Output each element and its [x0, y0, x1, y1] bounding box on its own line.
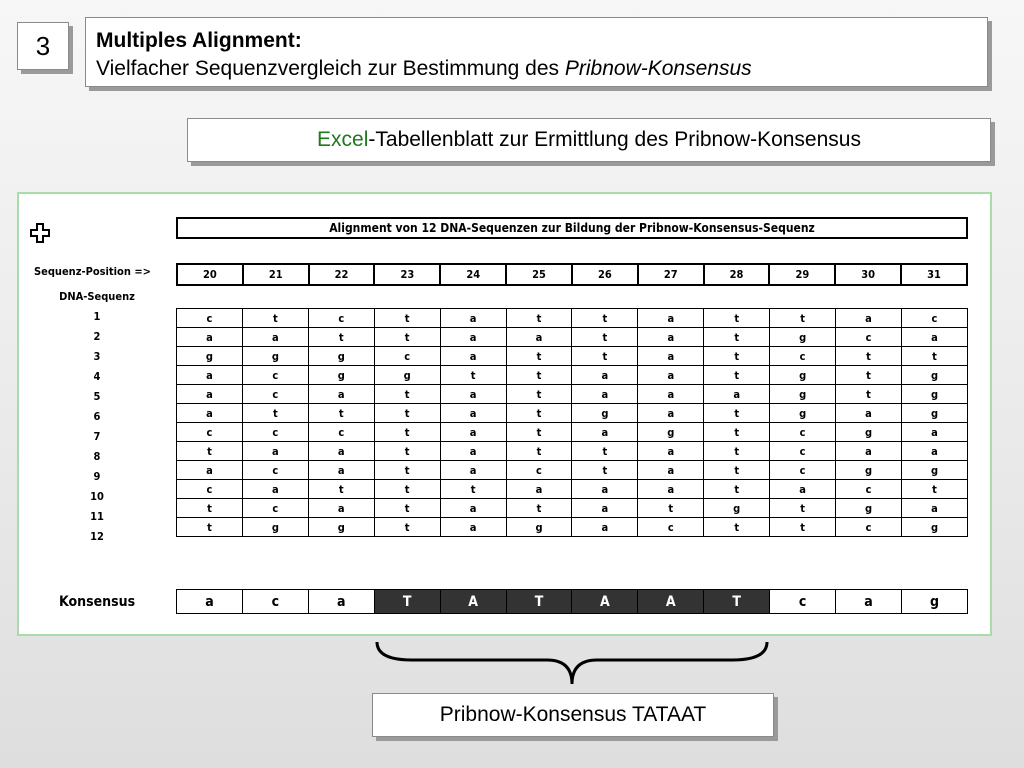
base-cell[interactable]: t — [506, 499, 572, 518]
position-cell[interactable]: 29 — [769, 264, 835, 285]
base-cell[interactable]: t — [374, 480, 440, 499]
consensus-cell[interactable]: T — [704, 590, 770, 614]
base-cell[interactable]: g — [770, 366, 836, 385]
base-cell[interactable]: c — [242, 461, 308, 480]
consensus-cell[interactable]: a — [177, 590, 243, 614]
base-cell[interactable]: g — [572, 404, 638, 423]
base-cell[interactable]: t — [572, 442, 638, 461]
base-cell[interactable]: t — [374, 309, 440, 328]
base-cell[interactable]: g — [242, 518, 308, 537]
base-cell[interactable]: a — [638, 385, 704, 404]
base-cell[interactable]: t — [506, 404, 572, 423]
table-row — [177, 518, 968, 537]
base-cell[interactable]: c — [638, 518, 704, 537]
position-cell[interactable]: 31 — [901, 264, 967, 285]
base-cell[interactable]: g — [308, 518, 374, 537]
base-cell[interactable]: c — [177, 480, 243, 499]
base-cell[interactable]: t — [704, 423, 770, 442]
base-cell[interactable]: a — [440, 347, 506, 366]
slide-number: 3 — [17, 22, 69, 70]
base-cell[interactable]: t — [308, 404, 374, 423]
base-cell[interactable]: t — [704, 404, 770, 423]
base-cell[interactable]: c — [308, 423, 374, 442]
base-cell[interactable]: a — [308, 499, 374, 518]
base-cell[interactable]: a — [177, 461, 243, 480]
position-cell[interactable]: 20 — [177, 264, 243, 285]
base-cell[interactable]: a — [242, 442, 308, 461]
base-cell[interactable]: t — [704, 461, 770, 480]
sequence-index: 10 — [90, 490, 104, 503]
base-cell[interactable]: g — [901, 404, 967, 423]
base-cell[interactable]: t — [901, 480, 967, 499]
base-cell[interactable]: a — [901, 328, 967, 347]
base-cell[interactable]: c — [242, 385, 308, 404]
base-cell[interactable]: g — [770, 404, 836, 423]
base-cell[interactable]: a — [572, 499, 638, 518]
base-cell[interactable]: g — [901, 461, 967, 480]
table-row — [177, 461, 968, 480]
position-cell[interactable]: 27 — [638, 264, 704, 285]
table-row — [177, 480, 968, 499]
sequence-index: 5 — [93, 390, 101, 403]
position-cell[interactable]: 23 — [374, 264, 440, 285]
position-cell[interactable]: 26 — [572, 264, 638, 285]
base-cell[interactable]: t — [374, 328, 440, 347]
base-cell[interactable]: g — [638, 423, 704, 442]
title-heading: Multiples Alignment: — [96, 29, 302, 52]
base-cell[interactable]: a — [242, 480, 308, 499]
base-cell[interactable]: a — [440, 385, 506, 404]
curly-brace-icon — [372, 640, 772, 686]
base-cell[interactable]: t — [770, 518, 836, 537]
base-cell[interactable]: g — [836, 423, 902, 442]
base-cell[interactable]: t — [374, 518, 440, 537]
sequence-index: 4 — [93, 370, 101, 383]
consensus-cell[interactable]: c — [242, 590, 308, 614]
base-cell[interactable]: g — [308, 366, 374, 385]
table-row — [177, 347, 968, 366]
subtitle-text: -Tabellenblatt zur Ermittlung des Pribnow-Konsensus — [368, 128, 861, 151]
base-cell[interactable]: g — [901, 366, 967, 385]
base-cell[interactable]: c — [242, 499, 308, 518]
base-cell[interactable]: a — [770, 480, 836, 499]
base-cell[interactable]: c — [308, 309, 374, 328]
sequence-index: 2 — [93, 330, 101, 343]
base-cell[interactable]: a — [572, 518, 638, 537]
base-cell[interactable]: a — [836, 442, 902, 461]
base-cell[interactable]: a — [836, 309, 902, 328]
base-cell[interactable]: a — [901, 423, 967, 442]
table-row — [177, 442, 968, 461]
base-cell[interactable]: t — [572, 347, 638, 366]
table-row — [177, 309, 968, 328]
base-cell[interactable]: t — [506, 347, 572, 366]
base-cell[interactable]: a — [440, 461, 506, 480]
base-cell[interactable]: c — [836, 518, 902, 537]
base-cell[interactable]: c — [770, 423, 836, 442]
dna-sequence-label: DNA-Sequenz — [59, 290, 135, 303]
base-cell[interactable]: a — [242, 328, 308, 347]
base-cell[interactable]: a — [506, 480, 572, 499]
base-cell[interactable]: t — [506, 423, 572, 442]
base-cell[interactable]: t — [572, 309, 638, 328]
base-cell[interactable]: c — [901, 309, 967, 328]
sequence-index: 3 — [93, 350, 101, 363]
consensus-cell[interactable]: T — [506, 590, 572, 614]
base-cell[interactable]: c — [506, 461, 572, 480]
consensus-cell[interactable]: A — [572, 590, 638, 614]
table-row — [177, 385, 968, 404]
consensus-cell[interactable]: a — [836, 590, 902, 614]
base-cell[interactable]: a — [177, 385, 243, 404]
base-cell[interactable]: t — [374, 442, 440, 461]
base-cell[interactable]: a — [638, 309, 704, 328]
base-cell[interactable]: t — [836, 347, 902, 366]
base-cell[interactable]: a — [177, 366, 243, 385]
base-cell[interactable]: a — [440, 518, 506, 537]
base-cell[interactable]: t — [374, 385, 440, 404]
base-cell[interactable]: t — [704, 442, 770, 461]
base-cell[interactable]: a — [638, 366, 704, 385]
base-cell[interactable]: a — [638, 347, 704, 366]
base-cell[interactable]: t — [506, 309, 572, 328]
position-label: Sequenz-Position => — [34, 265, 151, 278]
base-cell[interactable]: t — [836, 385, 902, 404]
base-cell[interactable]: t — [440, 366, 506, 385]
base-cell[interactable]: t — [440, 480, 506, 499]
base-cell[interactable]: c — [177, 423, 243, 442]
consensus-cell[interactable]: A — [440, 590, 506, 614]
base-cell[interactable]: g — [770, 328, 836, 347]
base-cell[interactable]: g — [506, 518, 572, 537]
base-cell[interactable]: c — [242, 366, 308, 385]
base-cell[interactable]: a — [440, 328, 506, 347]
position-table — [176, 263, 968, 286]
base-cell[interactable]: t — [506, 442, 572, 461]
table-row — [177, 404, 968, 423]
base-cell[interactable]: g — [836, 499, 902, 518]
base-cell[interactable]: g — [242, 347, 308, 366]
sequence-index: 12 — [90, 530, 104, 543]
base-cell[interactable]: a — [638, 404, 704, 423]
title-subheading-text: Vielfacher Sequenzvergleich zur Bestimmung des — [96, 57, 565, 80]
base-cell[interactable]: g — [374, 366, 440, 385]
base-cell[interactable]: t — [638, 499, 704, 518]
consensus-cell[interactable]: a — [308, 590, 374, 614]
sequence-index: 6 — [93, 410, 101, 423]
title-box — [85, 17, 988, 87]
base-cell[interactable]: a — [177, 404, 243, 423]
base-cell[interactable]: t — [704, 480, 770, 499]
base-cell[interactable]: t — [506, 366, 572, 385]
base-cell[interactable]: a — [506, 328, 572, 347]
result-box: Pribnow-Konsensus TATAAT — [372, 693, 774, 737]
sequence-index: 7 — [93, 430, 101, 443]
position-cell[interactable]: 25 — [506, 264, 572, 285]
base-cell[interactable]: a — [704, 385, 770, 404]
consensus-cell[interactable]: g — [901, 590, 967, 614]
consensus-cell[interactable]: A — [638, 590, 704, 614]
base-cell[interactable]: t — [704, 309, 770, 328]
base-cell[interactable]: t — [704, 328, 770, 347]
base-cell[interactable]: a — [638, 328, 704, 347]
table-row — [177, 328, 968, 347]
base-cell[interactable]: a — [440, 404, 506, 423]
base-cell[interactable]: t — [572, 461, 638, 480]
sequence-index-column — [47, 308, 147, 548]
base-cell[interactable]: a — [638, 461, 704, 480]
base-cell[interactable]: a — [572, 423, 638, 442]
base-cell[interactable]: t — [770, 309, 836, 328]
base-cell[interactable]: t — [836, 366, 902, 385]
base-cell[interactable]: t — [704, 347, 770, 366]
position-cell[interactable]: 21 — [243, 264, 309, 285]
base-cell[interactable]: t — [177, 499, 243, 518]
sequence-index: 9 — [93, 470, 101, 483]
base-cell[interactable]: t — [374, 423, 440, 442]
base-cell[interactable]: t — [177, 442, 243, 461]
cell-cursor-icon — [29, 222, 51, 244]
base-cell[interactable]: t — [374, 404, 440, 423]
base-cell[interactable]: t — [572, 328, 638, 347]
consensus-table — [176, 589, 968, 614]
sequence-table — [176, 308, 968, 537]
base-cell[interactable]: g — [308, 347, 374, 366]
base-cell[interactable]: g — [901, 518, 967, 537]
base-cell[interactable]: t — [374, 499, 440, 518]
alignment-title: Alignment von 12 DNA-Sequenzen zur Bildung der Pribnow-Konsensus-Sequenz — [176, 217, 968, 239]
base-cell[interactable]: c — [836, 328, 902, 347]
base-cell[interactable]: c — [242, 423, 308, 442]
base-cell[interactable]: a — [836, 404, 902, 423]
subtitle-box — [187, 118, 991, 162]
base-cell[interactable]: a — [440, 442, 506, 461]
base-cell[interactable]: a — [638, 442, 704, 461]
base-cell[interactable]: t — [704, 366, 770, 385]
base-cell[interactable]: a — [440, 499, 506, 518]
base-cell[interactable]: t — [704, 518, 770, 537]
base-cell[interactable]: g — [770, 385, 836, 404]
spreadsheet-panel — [17, 192, 992, 636]
base-cell[interactable]: a — [901, 499, 967, 518]
position-cell[interactable]: 30 — [835, 264, 901, 285]
base-cell[interactable]: a — [440, 309, 506, 328]
base-cell[interactable]: a — [308, 442, 374, 461]
base-cell[interactable]: c — [177, 309, 243, 328]
base-cell[interactable]: a — [440, 423, 506, 442]
base-cell[interactable]: a — [572, 385, 638, 404]
base-cell[interactable]: a — [308, 461, 374, 480]
title-subheading-italic: Pribnow-Konsensus — [564, 57, 752, 80]
base-cell[interactable]: a — [308, 385, 374, 404]
consensus-cell[interactable]: c — [770, 590, 836, 614]
position-cell[interactable]: 28 — [704, 264, 770, 285]
sequence-index: 11 — [90, 510, 104, 523]
base-cell[interactable]: g — [901, 385, 967, 404]
base-cell[interactable]: t — [770, 499, 836, 518]
base-cell[interactable]: t — [374, 461, 440, 480]
base-cell[interactable]: t — [308, 480, 374, 499]
table-row — [177, 366, 968, 385]
base-cell[interactable]: t — [506, 385, 572, 404]
base-cell[interactable]: g — [704, 499, 770, 518]
table-row — [177, 423, 968, 442]
base-cell[interactable]: t — [242, 309, 308, 328]
base-cell[interactable]: c — [770, 442, 836, 461]
position-cell[interactable]: 22 — [309, 264, 375, 285]
base-cell[interactable]: t — [242, 404, 308, 423]
base-cell[interactable]: c — [770, 461, 836, 480]
base-cell[interactable]: g — [836, 461, 902, 480]
consensus-label: Konsensus — [59, 594, 136, 610]
position-cell[interactable]: 24 — [440, 264, 506, 285]
base-cell[interactable]: t — [308, 328, 374, 347]
base-cell[interactable]: c — [374, 347, 440, 366]
consensus-cell[interactable]: T — [374, 590, 440, 614]
base-cell[interactable]: a — [572, 366, 638, 385]
excel-word: Excel — [317, 128, 369, 151]
table-row — [177, 499, 968, 518]
title-subheading — [96, 55, 987, 83]
base-cell[interactable]: a — [177, 328, 243, 347]
base-cell[interactable]: c — [770, 347, 836, 366]
base-cell[interactable]: a — [572, 480, 638, 499]
base-cell[interactable]: t — [901, 347, 967, 366]
base-cell[interactable]: t — [177, 518, 243, 537]
base-cell[interactable]: a — [638, 480, 704, 499]
base-cell[interactable]: a — [901, 442, 967, 461]
base-cell[interactable]: c — [836, 480, 902, 499]
sequence-index: 8 — [93, 450, 101, 463]
sequence-index: 1 — [93, 310, 101, 323]
base-cell[interactable]: g — [177, 347, 243, 366]
